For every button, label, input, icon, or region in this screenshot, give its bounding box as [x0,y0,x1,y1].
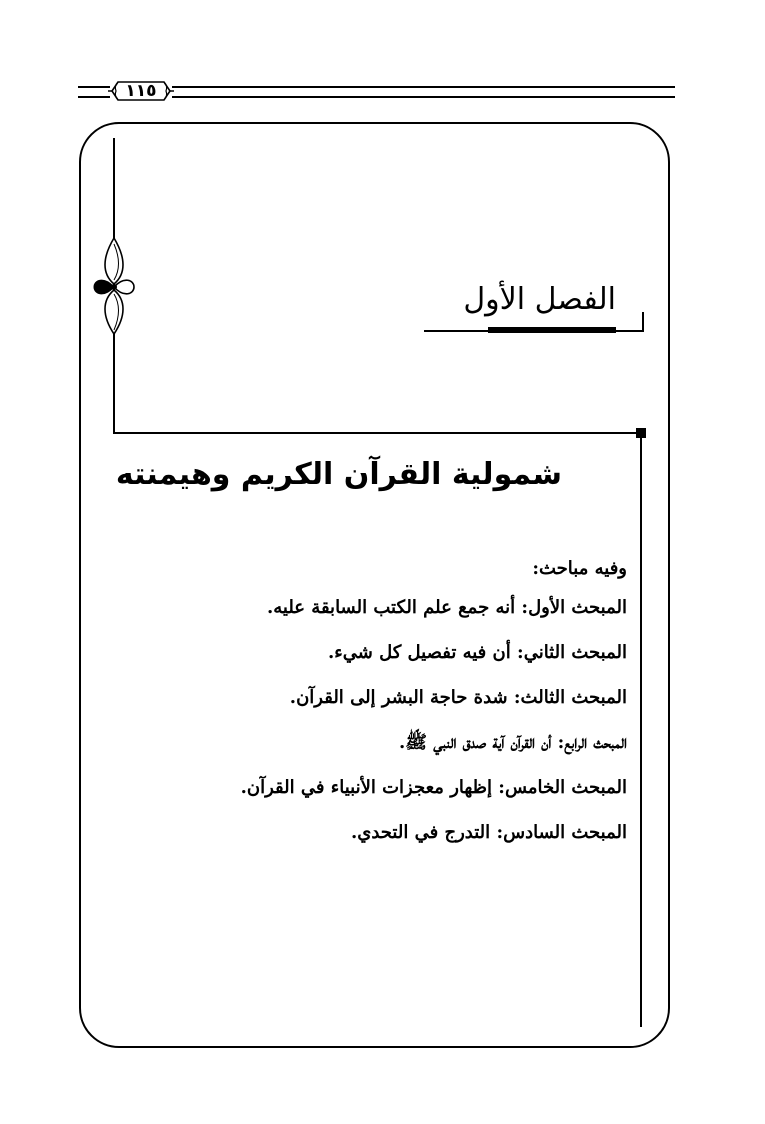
header-rule-right [172,86,675,98]
sections-list [180,553,627,855]
page-number-ornament [108,78,174,104]
section-item [180,675,627,720]
section-item [180,765,627,810]
section-text: أن القرآن آية صدق النبي ﷺ. [398,732,552,753]
section-label: المبحث الثالث [520,687,627,708]
section-text: أن فيه تفصيل كل شيء. [327,642,511,663]
section-separator: : [490,822,504,843]
section-separator: : [492,777,505,798]
section-label: المبحث الثاني [523,642,627,663]
square-ornament-icon [636,428,646,438]
chapter-title: الفصل الأول [463,282,616,317]
section-separator: : [507,687,521,708]
section-label: المبحث الرابع [564,732,627,753]
chapter-underline-tick [642,312,644,332]
right-vertical-rule [640,432,642,1027]
section-item [180,630,627,675]
section-label: المبحث السادس [503,822,627,843]
section-text: أنه جمع علم الكتب السابقة عليه. [266,597,516,618]
section-separator: : [515,597,529,618]
main-title: شمولية القرآن الكريم وهيمنته [115,457,562,492]
header-rule-left [78,86,110,98]
section-item [180,720,627,765]
section-item [180,810,627,855]
section-item [180,585,627,630]
section-separator: : [510,642,524,663]
sections-intro: وفيه مباحث: [532,558,627,579]
section-text: شدة حاجة البشر إلى القرآن. [289,687,508,708]
section-label: المبحث الخامس [504,777,627,798]
chapter-underline-thick [488,327,616,333]
page-number: ١١٥ [125,81,157,101]
flower-ornament-icon [90,236,138,340]
section-label: المبحث الأول [528,597,627,618]
middle-horizontal-rule [113,432,643,434]
section-separator: : [551,732,565,753]
section-text: إظهار معجزات الأنبياء في القرآن. [240,777,493,798]
section-text: التدرج في التحدي. [351,822,491,843]
